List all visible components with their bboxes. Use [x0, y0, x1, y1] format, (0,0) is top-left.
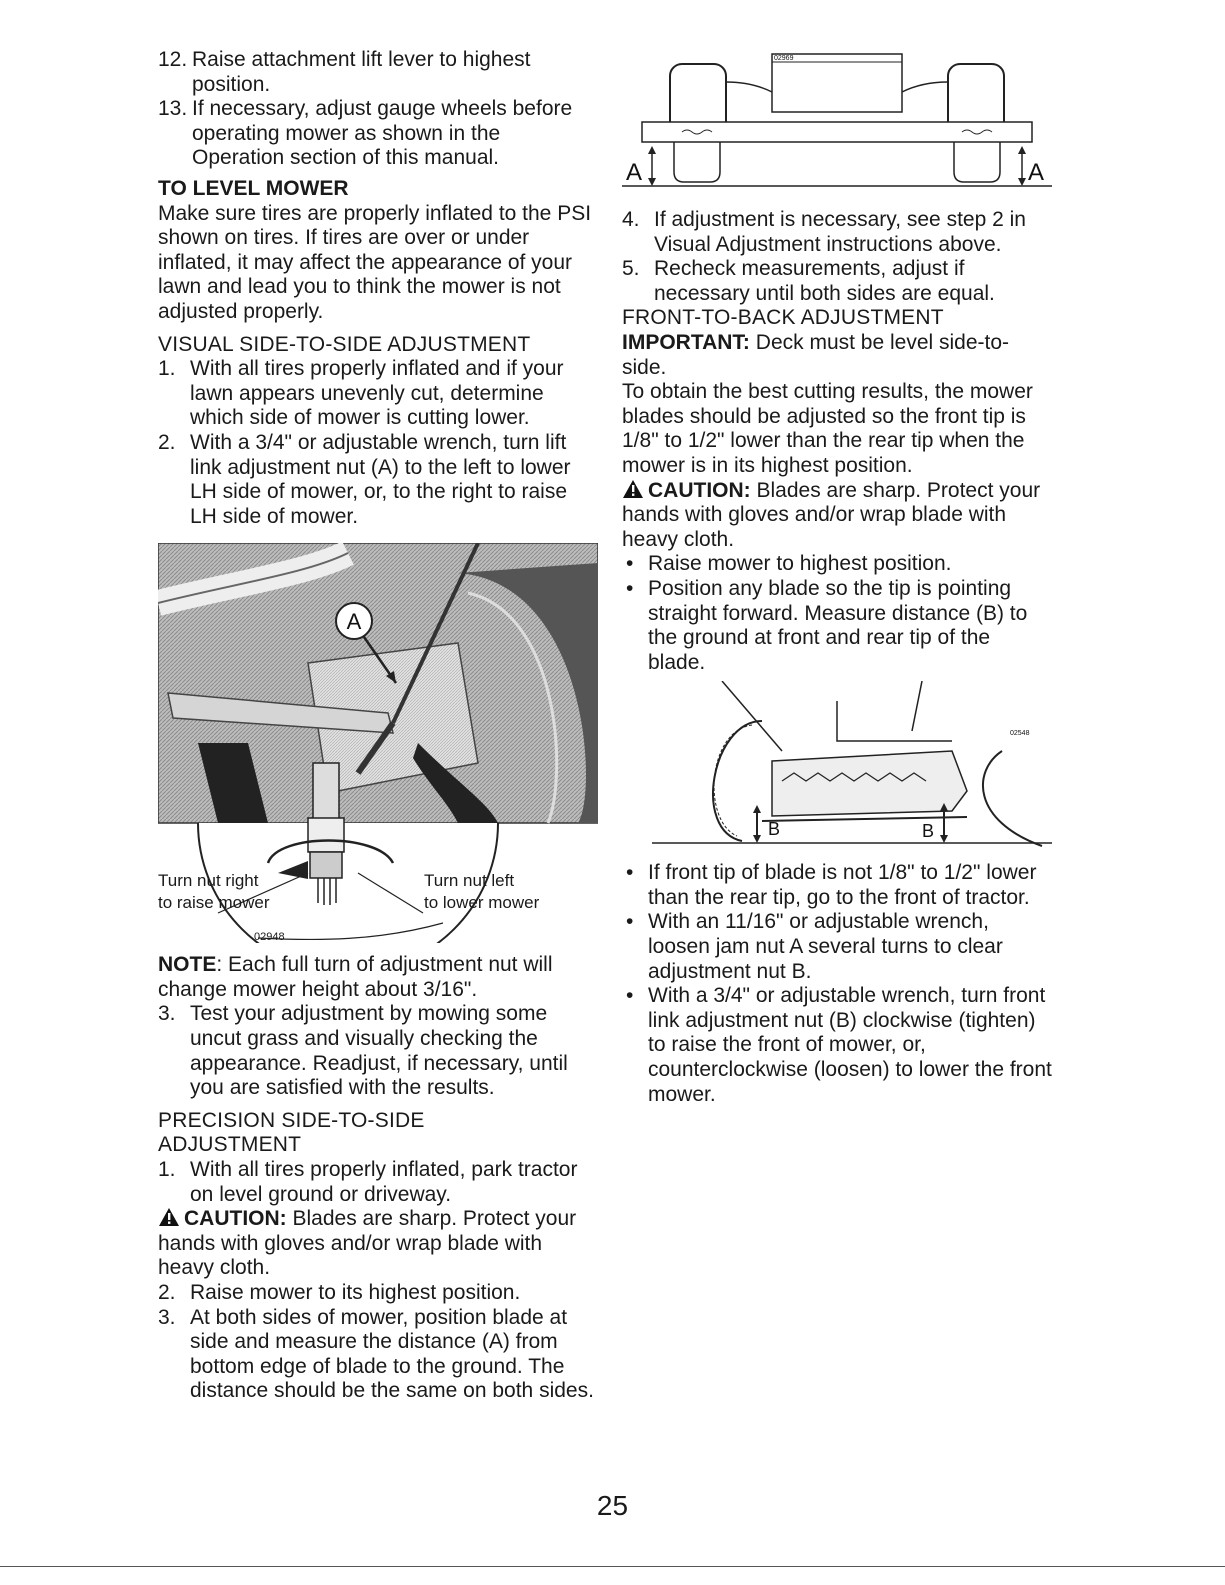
important-paragraph: [622, 331, 1052, 380]
right-column: [622, 52, 1052, 1107]
step-12: [158, 48, 598, 97]
callout-label-a: A: [346, 609, 362, 635]
caption-turn-left-1: Turn nut left: [424, 871, 515, 891]
important-text: Deck must be level side-to-side.: [622, 330, 1010, 379]
bullet-text: With a 3/4" or adjustable wrench, turn front link adjustment nut (B) clockwise (tighten) to raise the front of mower, or, counterclockwise (loosen) to lower the front mower.: [648, 984, 1052, 1106]
front-to-back-figure: [622, 681, 1052, 851]
measure-label-a-right: A: [1028, 159, 1045, 186]
step-number: 1.: [158, 357, 176, 381]
important-label: IMPORTANT:: [622, 330, 750, 354]
mower-deck-side-illustration: [622, 681, 1052, 851]
mower-deck-front-illustration: [622, 52, 1052, 192]
caption-turn-right-2: to raise mower: [158, 893, 270, 913]
caption-turn-right-1: Turn nut right: [158, 871, 259, 891]
step-5: [622, 257, 1052, 306]
measure-label-a-left: A: [626, 159, 643, 186]
step-number: 1.: [158, 1158, 176, 1182]
step-text: With all tires properly inflated, park tractor on level ground or driveway.: [190, 1158, 578, 1206]
warning-icon: [158, 1207, 180, 1227]
note-paragraph: [158, 953, 598, 1002]
precision-step-3: [158, 1306, 598, 1404]
precision-heading-line-1: PRECISION SIDE-TO-SIDE: [158, 1108, 425, 1132]
bullet-mark: •: [626, 576, 634, 600]
visual-step-3: [158, 1002, 598, 1100]
note-label: NOTE: [158, 953, 217, 977]
bullet-item: [622, 861, 1052, 910]
caution-text: Blades are sharp. Protect your hands with gloves and/or wrap blade with heavy cloth.: [622, 478, 1041, 551]
bullet-item: [622, 910, 1052, 984]
bullet-mark: •: [626, 861, 634, 885]
bullet-mark: •: [626, 552, 634, 576]
step-4: [622, 208, 1052, 257]
visual-step-2: [158, 431, 598, 529]
step-number: 12.: [158, 48, 188, 71]
precision-step-1: [158, 1158, 598, 1207]
figure-number: 02948: [254, 931, 285, 944]
step-text: Raise mower to its highest position.: [190, 1281, 521, 1304]
bullet-mark: •: [626, 984, 634, 1008]
step-number: 3.: [158, 1002, 176, 1026]
level-mower-heading: TO LEVEL MOWER: [158, 176, 349, 200]
caution-label: CAUTION:: [648, 478, 751, 502]
step-number: 13.: [158, 97, 188, 121]
figure-number: 02969: [774, 55, 794, 62]
step-13: [158, 97, 598, 171]
measure-label-b-front: B: [768, 819, 781, 840]
step-text: With a 3/4" or adjustable wrench, turn lift link adjustment nut (A) to the left to lower LH side of mower, or, to the right to raise LH side of mower.: [190, 430, 571, 528]
lift-link-figure: [158, 543, 598, 943]
visual-adjustment-heading: VISUAL SIDE-TO-SIDE ADJUSTMENT: [158, 332, 531, 356]
precision-heading-line-2: ADJUSTMENT: [158, 1133, 302, 1157]
side-to-side-figure: [622, 52, 1052, 192]
left-column: [158, 48, 598, 1404]
bullet-text: If front tip of blade is not 1/8" to 1/2" lower than the rear tip, go to the front of tractor.: [648, 861, 1037, 909]
step-number: 2.: [158, 430, 176, 454]
level-mower-intro: Make sure tires are properly inflated to the PSI shown on tires. If tires are over or under inflated, it may affect the appearance of your lawn and lead you to think the mower is not adjusted properly.: [158, 201, 592, 323]
bullet-text: Raise mower to highest position.: [648, 552, 952, 576]
step-text: If adjustment is necessary, see step 2 in Visual Adjustment instructions above.: [654, 208, 1026, 256]
bullet-item: [622, 984, 1052, 1107]
warning-icon: [622, 479, 644, 499]
note-text: : Each full turn of adjustment nut will change mower height about 3/16".: [158, 953, 553, 1001]
front-to-back-heading: FRONT-TO-BACK ADJUSTMENT: [622, 306, 944, 330]
caution-text: Blades are sharp. Protect your hands with gloves and/or wrap blade with heavy cloth.: [158, 1207, 577, 1280]
bullet-item: [622, 577, 1052, 675]
step-text: Test your adjustment by mowing some uncut grass and visually checking the appearance. Readjust, if necessary, until you are satisfied with the results.: [190, 1002, 568, 1100]
step-number: 5.: [622, 257, 640, 281]
front-to-back-intro: To obtain the best cutting results, the mower blades should be adjusted so the front tip is 1/8" to 1/2" lower than the rear tip when the mower is in its highest position.: [622, 380, 1033, 477]
precision-step-2: [158, 1281, 598, 1306]
bullet-item: [622, 552, 1052, 577]
bullet-text: With an 11/16" or adjustable wrench, loosen jam nut A several turns to clear adjustment nut B.: [648, 910, 1003, 983]
caution-paragraph: [622, 479, 1052, 553]
caption-turn-left-2: to lower mower: [424, 893, 540, 913]
figure-number: 02548: [1010, 730, 1030, 738]
visual-step-1: [158, 357, 598, 431]
step-text: With all tires properly inflated and if your lawn appears unevenly cut, determine which side of mower is cutting lower.: [190, 357, 564, 430]
step-text: If necessary, adjust gauge wheels before operating mower as shown in the Operation section of this manual.: [192, 97, 573, 170]
step-number: 4.: [622, 208, 640, 231]
step-text: Recheck measurements, adjust if necessary until both sides are equal.: [654, 257, 995, 305]
measure-label-b-rear: B: [922, 821, 935, 842]
bullet-text: Position any blade so the tip is pointing straight forward. Measure distance (B) to the ground at front and rear tip of the blade.: [648, 576, 1028, 674]
step-number: 3.: [158, 1305, 176, 1329]
step-number: 2.: [158, 1281, 176, 1304]
bullet-mark: •: [626, 910, 634, 934]
caution-paragraph: [158, 1207, 598, 1281]
bottom-rule: [0, 1566, 1225, 1567]
caution-label: CAUTION:: [184, 1207, 287, 1231]
step-text: At both sides of mower, position blade at side and measure the distance (A) from bottom edge of blade to the ground. The distance should be the same on both sides.: [190, 1305, 594, 1403]
step-text: Raise attachment lift lever to highest position.: [192, 48, 531, 96]
page-number: 25: [596, 1490, 629, 1521]
